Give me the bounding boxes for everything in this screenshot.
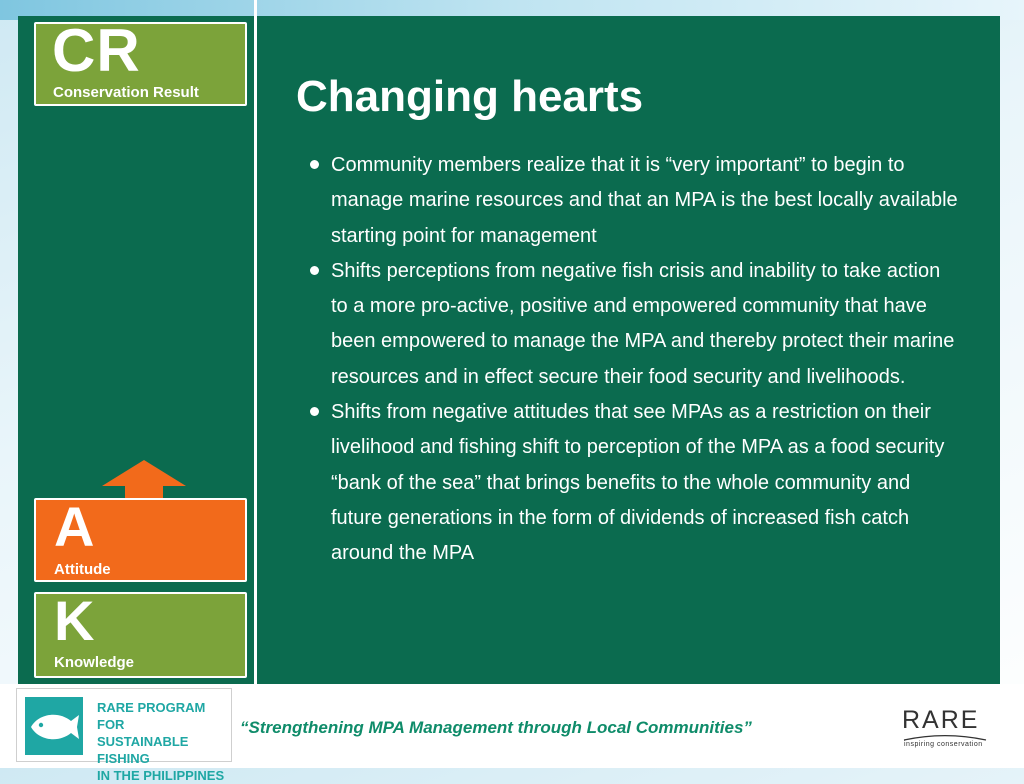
attitude-badge bbox=[34, 495, 247, 582]
footer-tagline: “Strengthening MPA Management through Local Communities” bbox=[240, 718, 752, 737]
rare-program-logo bbox=[16, 688, 232, 783]
up-arrow-icon bbox=[102, 460, 186, 486]
bullet-text: Shifts perceptions from negative fish crisis and inability to take action to a more pro-active, positive and empowered community that have been empowered to manage the MPA and thereby protect their marine resources and in effect secure their food security and livelihoods. bbox=[331, 259, 955, 388]
rare-logo-word: RARE bbox=[902, 706, 980, 734]
panel-divider bbox=[254, 0, 257, 684]
knowledge-label: Knowledge bbox=[54, 654, 135, 671]
bullet-text: Community members realize that it is “very important” to begin to manage marine resources and that an MPA is the best locally available starting point for management bbox=[331, 154, 958, 247]
bullet-text: Shifts from negative attitudes that see MPAs as a restriction on their livelihood and fishing shift to perception of the MPA as a food security “bank of the sea” that brings benefits to the whole community and future generations in the form of dividends of increased fish catch around the MPA bbox=[331, 401, 945, 565]
bullet-item bbox=[310, 395, 960, 571]
rare-logo-tag: inspiring conservation bbox=[904, 741, 983, 748]
knowledge-badge bbox=[34, 589, 247, 678]
bullet-dot-icon bbox=[310, 407, 319, 416]
fish-icon bbox=[25, 697, 83, 755]
left-sidebar-panel bbox=[18, 16, 254, 684]
program-name bbox=[97, 699, 231, 784]
bullet-dot-icon bbox=[310, 266, 319, 275]
footer bbox=[0, 684, 1024, 783]
cr-label: Conservation Result bbox=[53, 84, 199, 101]
bullet-dot-icon bbox=[310, 160, 319, 169]
cr-letters: CR bbox=[52, 17, 141, 84]
knowledge-letter: K bbox=[54, 589, 95, 652]
slide-title: Changing hearts bbox=[296, 72, 644, 121]
conservation-result-badge bbox=[34, 17, 247, 106]
program-line: RARE PROGRAM FOR bbox=[97, 700, 206, 732]
bullet-item bbox=[310, 148, 960, 254]
attitude-letter: A bbox=[54, 495, 95, 558]
rare-logo bbox=[902, 706, 988, 750]
bullet-item bbox=[310, 254, 960, 395]
program-line: IN THE PHILIPPINES bbox=[97, 768, 225, 783]
attitude-label: Attitude bbox=[54, 561, 111, 578]
bullet-list bbox=[310, 148, 960, 572]
program-line: SUSTAINABLE FISHING bbox=[97, 734, 189, 766]
